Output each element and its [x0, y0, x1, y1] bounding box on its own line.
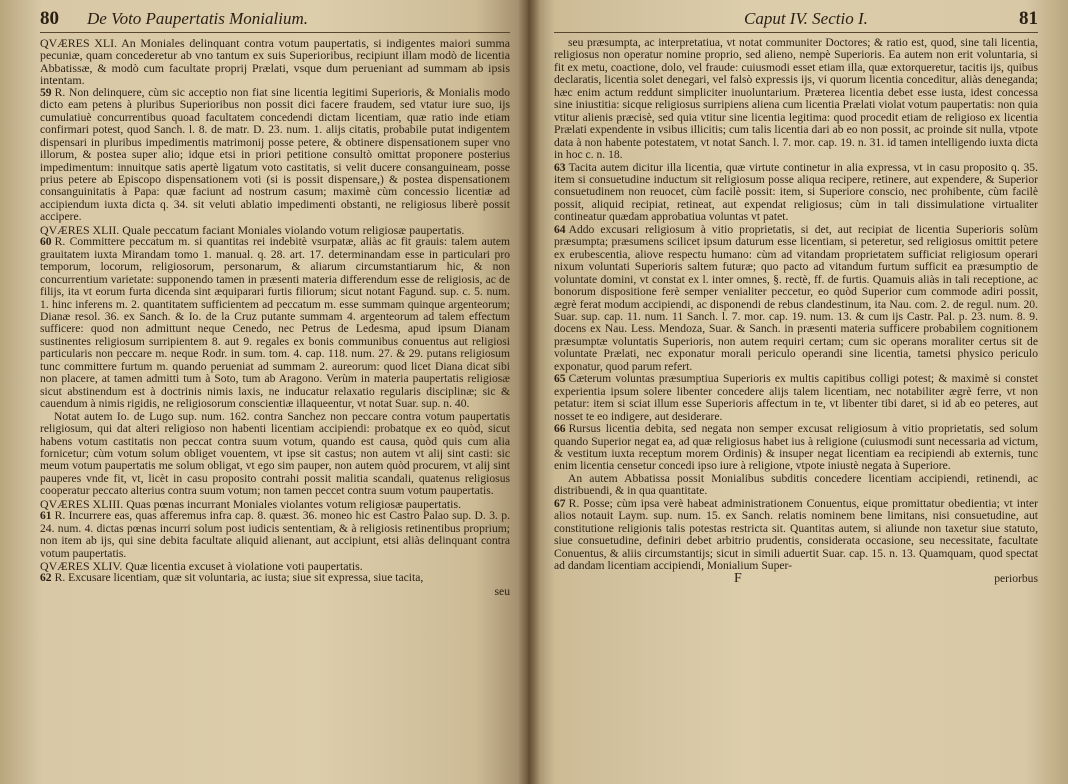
paragraph-number: 65: [554, 372, 566, 386]
paragraph: [40, 411, 510, 498]
paragraph-number: 66: [554, 422, 566, 436]
paragraph-text: seu præsumpta, ac interpretatiua, vt notat communiter Doctores; & ratio est, quod, sine tali licentia, religiosus non operatur nomine proprio, sed alieno, nempè Superioris. Ea autem non erit voluntaria, si fit ex metu, coactione, dolo, vel fraude: cuiusmodi esset etiam illa, quæ extorqueretur, tacitis ijs, quibus declaratis, licentia solet denegari, vel falsò expressis ijs, vi quorum licentia conceditur, aliàs deneganda; hæc enim actum reddunt simpliciter inuoluntarium. Præterea licentia debet esse iusta, idest concessa sine iniustitia: sicque religiosus surripiens aliena cum licentia Prælati violat votum paupertatis: non quia vtitur alienis præcisè, sed quia vtitur sine licentia legitima: quod procedit etiam de religioso ex licentia Prælati expendente in vsibus illicitis; cum talis licentia dari ab eo non possit, ac proinde sit nulla, vtpote data à non habente potestatem, vt notat Sanch. l. 7. mor. cap. 19. n. 31. id tamen intelligendo iuxta dicta in hoc c. n. 18.: [554, 36, 1038, 162]
page-number: 80: [40, 8, 59, 29]
signature-mark: F: [734, 571, 742, 587]
running-head-title: De Voto Paupertatis Monialium.: [87, 9, 308, 28]
paragraph-text: Notat autem Io. de Lugo sup. num. 162. contra Sanchez non peccare contra votum paupertatis religiosum, qui dat alteri religioso non habenti licentiam accipiendi: probatque ex eo quòd, sicut habens votum castitatis non peccat contra suum votum, quando est causa, quòd quis cum alia fornicetur; cùm votum solum obliget vouentem, vt ipse sit castus; non autem vt alij sint casti: sic meum votum paupertatis me solum obligat, vt ego sim pauper, non autem quòd procurem, vt alij sint pauperes vnde fit, vt, licèt in casu proposito contrahi possit malitia scandali, quatenus religiosus cooperatur peccato alterius contra suum votum; non tamen peccet contra suum votum paupertatis.: [40, 409, 510, 498]
paragraph-text: QVÆRES XLIII. Quas pœnas incurrant Moniales violantes votum religiosæ paupertatis.: [40, 496, 462, 511]
paragraph-number: 60: [40, 235, 52, 249]
catchword: seu: [494, 584, 510, 598]
paragraph-text: R. Excusare licentiam, quæ sit voluntaria, ac iusta; siue sit expressa, siue tacita,: [54, 571, 424, 585]
paragraph: [554, 373, 1038, 423]
paragraph-text: Addo excusari religiosum à vitio proprietatis, si det, aut recipiat de licentia Superioris solùm præsumpta; præsumens scilicet ipsum daturum esse licentiam, si peteretur, sed religiosus omittit petere ex erubescentia, aliove respectu humano: cùm ad vitandam proprietatem sufficiat religiosum operari nixum voluntati Superioris saltem futuræ; quo pacto ad vitandum furtum sufficit ea præsumptio de voluntate domini, vt constat ex l. inter omnes, §. rectè, ff. de furtis. Quamuis aliàs in tali receptione, ac bonorum dispositione ferè semper venialiter peccetur, eo quòd Superior cum commode adiri possit, ægrè ferat modum accipiendi, ac disponendi de rebus clandestinum, ita Nau. com. 2. de regul. num. 20. Suar. sup. cap. 11. num. 11 Sanch. l. 7. mor. cap. 19. num. 13. & cum ijs Castr. Pal. p. 23. num. 8. 9. docens ex Nau. Less. Mendoza, Suar. & Sanch. in præsenti materia sufficere probabilem cognitionem præsumptæ voluntatis Superioris, non autem requiri certam; cum sic operans moraliter certus sit de voluntate Prælati, nec exponatur morali periculo operandi sine licentia, tametsi physico periculo exponatur, quod parum refert.: [554, 222, 1038, 373]
paragraph-text: Cæterum voluntas præsumptiua Superioris ex multis capitibus colligi potest; & maximè si constet experientia ipsum solere libenter concedere alijs talem licentiam, nec notabiliter ægrè ferre, vt non petatur: item si sciat illum esse Superioris affectum in te, vt libenter tibi daret, si id ab eo peteres, aut nosset te eo indigere, aut desiderare.: [554, 372, 1038, 423]
paragraph-number: 62: [40, 571, 52, 585]
paragraph: [554, 224, 1038, 373]
paragraph-text: R. Posse; cùm ipsa verè habeat administrationem Conuentus, eique promittatur obedientia; vt inter alios notauit Laym. sup. num. 15. ex Sanch. relatis nominem bene limitans, nisi consuetudine, aut constitutione religionis talis potestas restricta sit. Quantitas autem, si aliunde non taxetur siue statuto, siue consuetudine, definiri debet arbitrio prudentis, considerata occasione, seu necessitate, facultate Conuentus, & aliis circumstantijs; sicut in simili aduertit Suar. cap. 15. n. 13. Quamquam, quod spectat ad dandam licentiam accipiendi, Monialium Super-: [554, 496, 1038, 573]
paragraph-number: 63: [554, 160, 566, 174]
paragraph: [40, 87, 510, 224]
left-page-text: [40, 37, 510, 585]
paragraph: [40, 236, 510, 410]
paragraph-text: QVÆRES XLIV. Quæ licentia excuset à violatione voti paupertatis.: [40, 559, 363, 574]
paragraph: [554, 423, 1038, 473]
book-gutter: [518, 0, 540, 784]
page-number: 81: [1019, 8, 1038, 29]
paragraph: [40, 37, 510, 87]
paragraph: [554, 498, 1038, 573]
paragraph-text: R. Incurrere eas, quas afferemus infra cap. 8. quæst. 36. moneo hic est Castro Palao sup. D. 3. p. 24. num. 4. dictas pœnas incurri solum post iudicis sententiam, & à religiosis retinentibus proprium; non item ab ijs, qui sine debita facultate aliquid alienant, aut accipiunt, etsi aliàs delinquant contra votum paupertatis.: [40, 509, 510, 560]
paragraph-text: Rursus licentia debita, sed negata non semper excusat religiosum à vitio proprietatis, sed solum quando Superior negat ea, ad quæ religiosus habet ius à religione (cuiusmodi sunt necessaria ad victum, & vestitum iuxta receptum morem Ordinis) & insuper negat licentiam ea recipiendi ab externis, tunc enim licentia censetur concedi ipso iure à religione, vtpote iniustè negata à Superiore.: [554, 422, 1038, 473]
right-footer: [554, 572, 1038, 585]
left-running-head: [40, 8, 510, 33]
paragraph-text: R. Committere peccatum m. si quantitas rei indebitè vsurpatæ, aliàs ac fit grauis: talem autem grauitatem iuxta Mirandam tomo 1. manual. q. 28. art. 17. determinandam esse in particulari pro temporum, locorum, religiosorum, personarum, & aliarum circumstantiarum hic, & non concurrentium varietate: supponendo tamen in præsenti materia differendum esse de religiosis, ac de filijs, ita vt eorum furta dicenda sint æquiparari furtis filiorum; sicut notant Fagund. sup. c. 5. num. 1. hinc inferens m. 2. quantitatem sufficientem ad peccatum m. esse summam quinque argenteorum; Dianæ resol. 36. ex Sanch. & Io. de la Cruz putante summam 4. argenteorum ad talem effectum sufficere: quod non admittunt neque Cenedo, nec Petrus de Ledesma, apud ipsum Dianam sustinentes religiosum surripientem 8. aut 9. regales ex bonis communibus conuentus aut religiosi particularis non peccare m. neque Rodr. in sum. tom. 4. cap. 118. num. 27. & 29. putans religiosum tunc committere furtum m. quando perueniat ad summam 2. aureorum: quod licet Diana dicat sibi non placere, at tamen admitti tum à Soto, tum ab Aragono. Verùm in materia paupertatis religiosæ sicut abstinendum est à doctrinis nimis laxis, ne inducatur relaxatio regularis disciplinæ; sic & cauendum à nimis rigidis, ne religiosorum conscientiæ illaqueentur, vt notat Suar. sup. n. 40.: [40, 235, 510, 411]
paragraph: [554, 162, 1038, 224]
paragraph-text: QVÆRES XLI. An Moniales delinquant contra votum paupertatis, si indigentes maiori summa pecuniæ, quam concederetur ab vno tantum ex suis Superioribus, recipiunt illam modò de licentia Abbatissæ, & modò cum facultate proprij Prælati, vsque dum perueniant ad summam ab ipsis intentam.: [40, 36, 510, 88]
left-footer: [40, 585, 510, 598]
right-page-text: [554, 37, 1038, 572]
right-page: [528, 0, 1068, 784]
running-head-title: Caput IV. Sectio I.: [744, 9, 868, 28]
paragraph-number: 64: [554, 222, 566, 236]
paragraph: [40, 510, 510, 560]
right-running-head: [554, 8, 1038, 33]
paragraph: [554, 473, 1038, 498]
paragraph: [40, 572, 510, 584]
paragraph-text: QVÆRES XLII. Quale peccatum faciant Moniales violando votum religiosæ paupertatis.: [40, 222, 465, 237]
left-page: [0, 0, 528, 784]
paragraph-number: 61: [40, 509, 52, 523]
paragraph-text: R. Non delinquere, cùm sic acceptio non fiat sine licentia legitimi Superioris, & Monialis modo dicto eam petens à pluribus Superioribus non possit dici facere fraudem, sed vtatur iure suo, ijs cumulatiuè concurrentibus quoad facultatem concedendi dictam licentiam, quæ ratio inde etiam confirmari potest, quod Sanch. l. 8. de matr. D. 23. num. 1. alijs citatis, probabile putat indigentem dispensari in pluribus impedimentis matrimonij posse petere, & obtinere dispensationem super vno illorum, & postea super alio; idque etsi in priori petitione consultò omittat proponere posterius impedimentum: innuitque satis apertè ligatum voto castitatis, si velit ducere consanguineam, posse prius petere ab Episcopo dispensationem voti (si is possit dispensare,) & postea dispensationem consanguinitatis à Papa: quæ faciunt ad nostrum casum; maximè cùm concessio licentiæ ad accipiendum iuxta dicta q. 34. sit veluti ablatio impedimenti obstanti, ne religiosus liberè possit accipere.: [40, 85, 510, 224]
catchword: periorbus: [994, 572, 1038, 586]
paragraph-text: An autem Abbatissa possit Monialibus subditis concedere licentiam accipiendi, retinendi, ac distribuendi, & in qua quantitate.: [554, 471, 1038, 498]
paragraph: [554, 37, 1038, 162]
paragraph-number: 59: [40, 85, 52, 99]
paragraph-number: 67: [554, 496, 566, 510]
paragraph-text: Tacita autem dicitur illa licentia, quæ virtute continetur in alia expressa, vt in casu proposito q. 35. item si consuetudine inductum sit religiosum posse aliqua recipere, retinere, aut expendere, & Superior consuetudinem non reuocet, cùm facilè possit: item, si Superiore conscio, nec prohibente, cùm facilè possit, aliquid recipiat, retineat, aut expendat religiosus; cùm in tali dissimulatione virtualiter contineatur quædam approbatiua voluntas vt patet.: [554, 160, 1038, 224]
